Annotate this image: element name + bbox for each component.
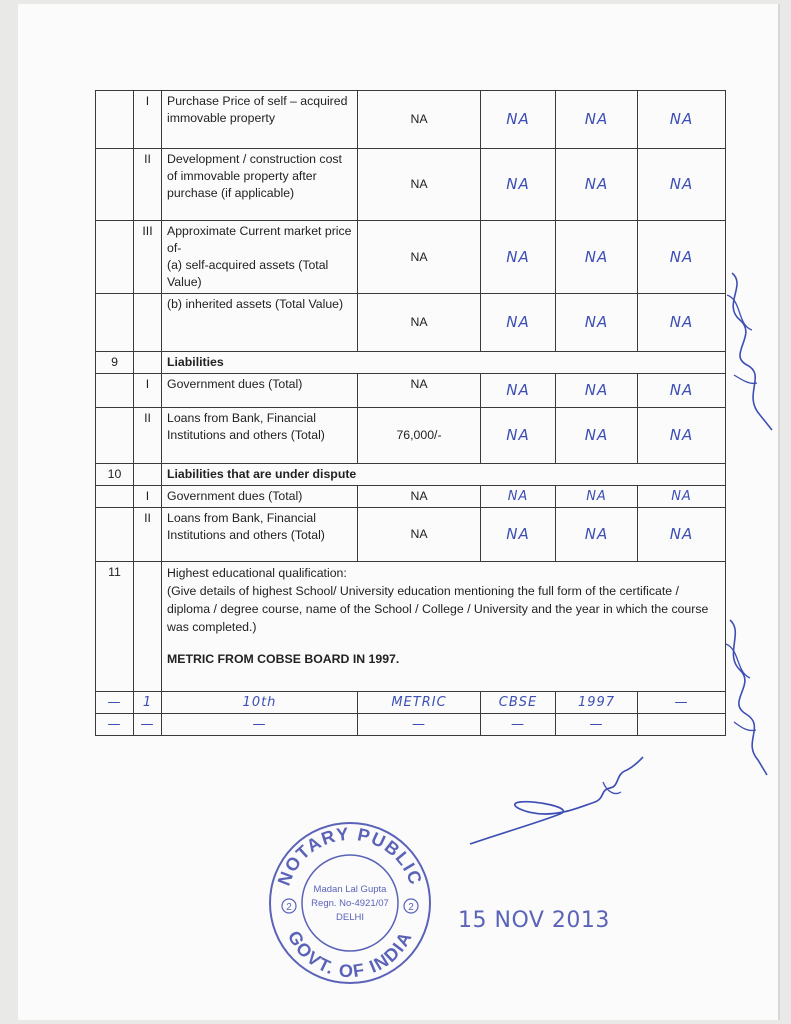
svg-text:NOTARY PUBLIC: NOTARY PUBLIC [273,823,427,889]
margin-signature-upper [712,265,782,435]
handwritten-value: NA [556,486,638,508]
handwritten-cell: METRIC [358,692,481,714]
section-row [96,352,726,374]
handwritten-cell: 10th [162,692,358,714]
handwritten-cell: 1 [134,692,162,714]
svg-text:Regn. No-4921/07: Regn. No-4921/07 [311,898,389,909]
row-label: Government dues (Total) [162,486,358,508]
handwritten-value: NA [556,374,638,408]
date-stamp: 15 NOV 2013 [458,908,610,933]
self-value: NA [358,486,481,508]
handwritten-value: NA [556,91,638,149]
row-label: Purchase Price of self – acquired immovable property [162,91,358,149]
roman-numeral: II [134,508,162,562]
signature [465,752,650,852]
handwritten-value: NA [481,486,556,508]
notary-stamp [265,818,435,988]
handwritten-value: NA [481,374,556,408]
section-title: Liabilities [162,352,726,374]
roman-numeral: I [134,486,162,508]
handwritten-value: NA [638,294,726,352]
education-answer: METRIC FROM COBSE BOARD IN 1997. [167,652,400,666]
handwritten-value: NA [638,149,726,221]
margin-signature-lower [712,610,782,780]
handwritten-value: NA [556,408,638,464]
handwritten-value: NA [556,508,638,562]
row-label: Loans from Bank, Financial Institutions and others (Total) [162,508,358,562]
handwritten-value: NA [638,91,726,149]
row-label: Development / construction cost of immovable property after purchase (if applicable) [162,149,358,221]
self-value: NA [358,508,481,562]
section-row [96,464,726,486]
svg-text:2: 2 [408,902,414,913]
section-title: Liabilities that are under dispute [162,464,726,486]
handwritten-cell: — [134,714,162,736]
handwritten-value: NA [638,221,726,294]
handwritten-value: NA [481,221,556,294]
svg-text:GOVT. OF INDIA: GOVT. OF INDIA [283,927,417,982]
roman-numeral: II [134,408,162,464]
handwritten-value: NA [556,149,638,221]
handwritten-cell: — [638,692,726,714]
section-number: 9 [96,352,134,374]
roman-numeral: I [134,91,162,149]
handwritten-value: NA [556,221,638,294]
handwritten-cell: 1997 [556,692,638,714]
table-row [96,91,726,149]
svg-text:Madan Lal Gupta: Madan Lal Gupta [313,884,387,895]
handwritten-cell: — [556,714,638,736]
self-value: NA [358,221,481,294]
table-row [96,149,726,221]
handwritten-cell: — [481,714,556,736]
table-row [96,408,726,464]
svg-text:DELHI: DELHI [336,912,364,923]
handwritten-value: NA [481,408,556,464]
self-value: NA [358,374,481,408]
row-label [162,221,358,294]
education-instructions: (Give details of highest School/ University education mentioning the full form of the certificate / diploma / degree course, name of the School / College / University and the year in which the course was completed.) [167,584,709,634]
row-label: Loans from Bank, Financial Institutions and others (Total) [162,408,358,464]
section-number: 10 [96,464,134,486]
handwritten-value: NA [481,91,556,149]
handwritten-cell: — [96,714,134,736]
section-row [96,562,726,692]
assets-liabilities-table [95,90,726,736]
table-row [96,714,726,736]
handwritten-value: NA [638,486,726,508]
handwritten-cell: — [162,714,358,736]
handwritten-value: NA [638,374,726,408]
row-label-b: (a) self-acquired assets (Total Value) [167,258,329,289]
row-label: (b) inherited assets (Total Value) [162,294,358,352]
roman-numeral: I [134,374,162,408]
table-row [96,374,726,408]
table-row [96,294,726,352]
education-heading: Highest educational qualification: [167,566,347,580]
table-row [96,508,726,562]
handwritten-value: NA [556,294,638,352]
roman-numeral: III [134,221,162,294]
row-label-a: Approximate Current market price of- [167,224,352,255]
section-number: 11 [96,562,134,692]
self-value: NA [358,91,481,149]
self-value: NA [358,149,481,221]
table-row [96,692,726,714]
handwritten-cell: CBSE [481,692,556,714]
table-row [96,486,726,508]
handwritten-value: NA [638,508,726,562]
handwritten-cell: — [358,714,481,736]
education-question [162,562,726,692]
handwritten-value: NA [638,408,726,464]
self-value: 76,000/- [358,408,481,464]
handwritten-value: NA [481,508,556,562]
handwritten-value: NA [481,149,556,221]
table-row [96,221,726,294]
roman-numeral: II [134,149,162,221]
row-label: Government dues (Total) [162,374,358,408]
handwritten-cell: — [96,692,134,714]
svg-text:2: 2 [286,902,292,913]
self-value: NA [358,294,481,352]
handwritten-value: NA [481,294,556,352]
